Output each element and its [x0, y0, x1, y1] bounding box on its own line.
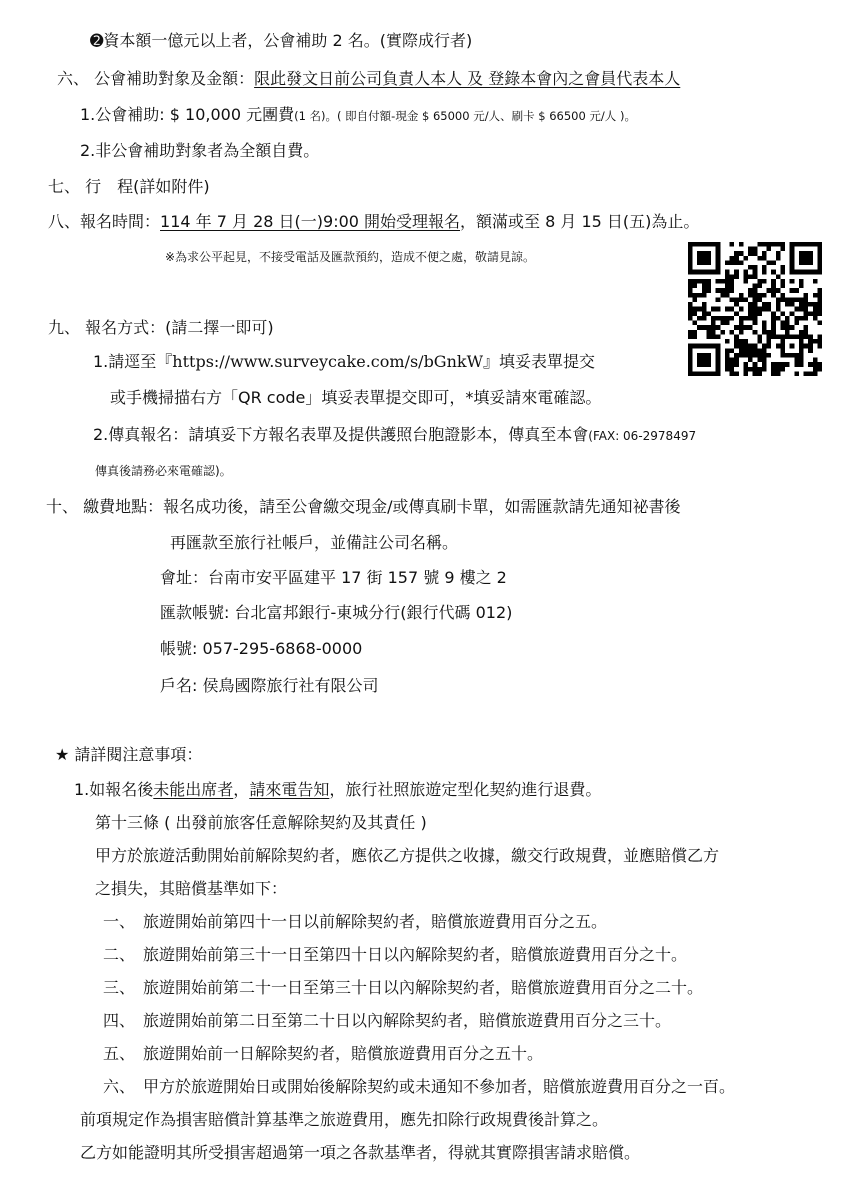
article-13-title: 第十三條 ( 出發前旅客任意解除契約及其責任 ) [95, 813, 427, 832]
section5-item2: ➋資本額一億元以上者，公會補助 2 名。(實際成行者) [90, 31, 473, 50]
section10-payment: 十、 繳費地點：報名成功後，請至公會繳交現金/或傳真刷卡單，如需匯款請先通知祕書後 [46, 497, 681, 516]
section9-item1-cont: 或手機掃描右方「QR code」填妥表單提交即可，*填妥請來電確認。 [110, 388, 602, 407]
account-number: 帳號: 057-295-6868-0000 [160, 639, 363, 658]
notice1-call: 請來電告知 [249, 780, 330, 799]
section6-item1 [80, 104, 636, 127]
method2-label: 2.傳真報名：請填妥下方報名表單及提供護照台胞證影本，傳真至本會 [93, 425, 589, 444]
notice1-a: 1.如報名後 [74, 780, 154, 799]
registration-start: 114 年 7 月 28 日(一)9:00 開始受理報名 [160, 212, 461, 231]
section9-item1 [93, 351, 595, 373]
notice1-tail: ，旅行社照旅遊定型化契約進行退費。 [329, 780, 602, 799]
section8-label: 八、報名時間： [48, 212, 161, 231]
qr-code[interactable] [688, 242, 822, 376]
rule-2: 二、 旅遊開始前第三十一日至第四十日以內解除契約者，賠償旅遊費用百分之十。 [103, 945, 688, 964]
section9-item2-cont: 傳真後請務必來電確認)。 [95, 464, 232, 478]
section10-cont: 再匯款至旅行社帳戶，並備註公司名稱。 [170, 533, 459, 552]
subsidy-detail: (1 名)。( 即自付額-現金 $ 65000 元/人、刷卡 $ 66500 元/人 )。 [294, 109, 636, 123]
bank-info: 匯款帳號: 台北富邦銀行-東城分行(銀行代碼 012) [160, 603, 513, 622]
notice-item1 [74, 779, 601, 801]
notice1-comma: ， [233, 780, 250, 799]
rule-5: 五、 旅遊開始前一日解除契約者，賠償旅遊費用百分之五十。 [103, 1044, 544, 1063]
section9-heading: 九、 報名方式：(請二擇一即可) [48, 318, 274, 337]
notice-heading: ★ 請詳閱注意事項： [55, 745, 203, 764]
registration-note: ※為求公平起見，不接受電話及匯款預約，造成不便之處，敬請見諒。 [165, 250, 536, 264]
rule-6: 六、 甲方於旅遊開始日或開始後解除契約或未通知不參加者，賠償旅遊費用百分之一百。 [103, 1077, 736, 1096]
method1-label: 1.請逕至『 [93, 352, 173, 371]
rule-3: 三、 旅遊開始前第二十一日至第三十日以內解除契約者，賠償旅遊費用百分之二十。 [103, 978, 704, 997]
address: 會址：台南市安平區建平 17 街 157 號 9 樓之 2 [160, 568, 507, 587]
rule-4: 四、 旅遊開始前第二日至第二十日以內解除契約者，賠償旅遊費用百分之三十。 [103, 1011, 672, 1030]
section7-itinerary: 七、 行 程(詳如附件) [48, 177, 210, 196]
registration-end: ，額滿或至 8 月 15 日(五)為止。 [460, 212, 700, 231]
section6-label: 六、 公會補助對象及金額： [57, 69, 255, 88]
article-para2: 之損失，其賠償基準如下： [95, 879, 288, 898]
method1-tail: 』填妥表單提交 [483, 352, 596, 371]
section8-registration-time [48, 211, 699, 233]
rule-1: 一、 旅遊開始前第四十一日以前解除契約者，賠償旅遊費用百分之五。 [103, 912, 608, 931]
notice1-absent: 未能出席者 [153, 780, 234, 799]
section9-item2 [93, 424, 696, 447]
article-para1: 甲方於旅遊活動開始前解除契約者，應依乙方提供之收據，繳交行政規費，並應賠償乙方 [95, 846, 720, 865]
closing-line2: 乙方如能證明其所受損害超過第一項之各款基準者，得就其實際損害請求賠償。 [80, 1143, 641, 1162]
section6-target: 限此發文日前公司負責人本人 及 登錄本會內之會員代表本人 [254, 69, 681, 88]
subsidy-amount: 1.公會補助: $ 10,000 元團費 [80, 105, 295, 124]
account-name: 戶名: 侯鳥國際旅行社有限公司 [160, 676, 379, 695]
survey-url-link[interactable]: https://www.surveycake.com/s/bGnkW [172, 352, 484, 371]
closing-line1: 前項規定作為損害賠償計算基準之旅遊費用，應先扣除行政規費後計算之。 [80, 1110, 609, 1129]
fax-number: (FAX: 06-2978497 [588, 429, 697, 443]
section6-item2: 2.非公會補助對象者為全額自費。 [80, 141, 320, 160]
section6-heading [57, 68, 680, 90]
